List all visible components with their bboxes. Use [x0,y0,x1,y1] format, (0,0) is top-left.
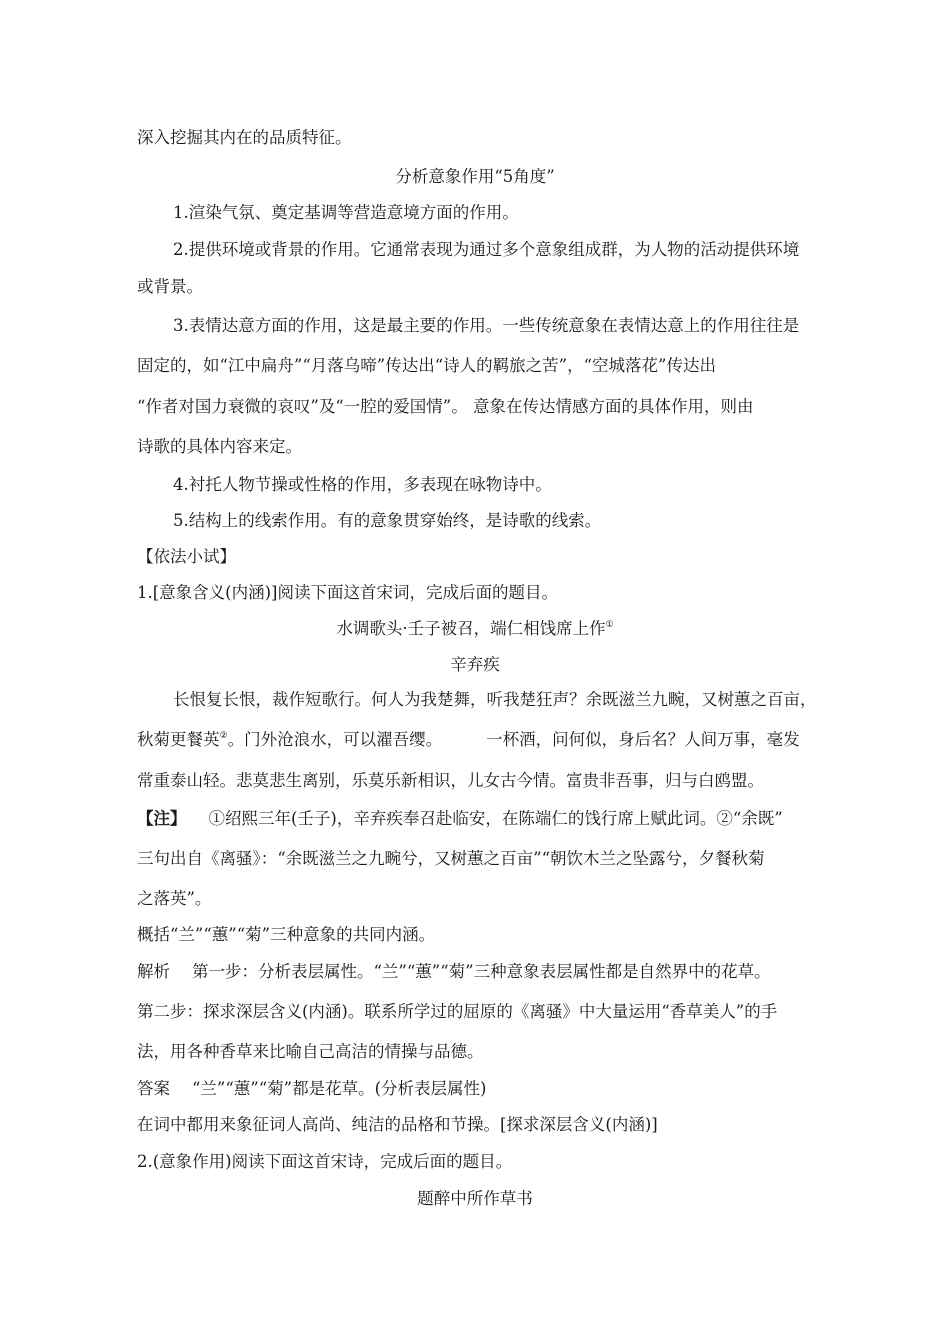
question-1-text: 概括“兰”“蕙”“菊”三种意象的共同内涵。 [137,925,436,944]
note-line-1 [137,808,783,830]
answer-text: “兰”“蕙”“菊”都是花草。(分析表层属性) [192,1079,487,1098]
point-2-line-1: 2.提供环境或背景的作用。它通常表现为通过多个意象组成群，为人物的活动提供环境 [173,240,800,259]
question-2-prompt: 2.(意象作用)阅读下面这首宋诗，完成后面的题目。 [137,1152,513,1171]
analysis-step-1: 第一步：分析表层属性。“兰”“蕙”“菊”三种意象表层属性都是自然界中的花草。 [192,962,771,981]
point-3-line-3: “作者对国力衰微的哀叹”及“一腔的爱国情”。 意象在传达情感方面的具体作用，则由 [137,397,754,416]
note-text: ①绍熙三年(壬子)，辛弃疾奉召赴临安，在陈端仁的饯行席上赋此词。②“余既” [208,809,783,828]
poet-name: 辛弃疾 [450,655,500,674]
poem-line-2 [137,729,800,751]
poem-title-text: 水调歌头·壬子被召，端仁相饯席上作 [336,619,606,638]
note-line-3: 之落英”。 [137,889,212,908]
analysis-line-1 [137,961,771,983]
section-title: 分析意象作用“5角度” [395,167,555,186]
point-3-line-1: 3.表情达意方面的作用，这是最主要的作用。一些传统意象在表情达意上的作用往往是 [173,316,800,335]
answer-label: 答案 [137,1079,170,1098]
point-5: 5.结构上的线索作用。有的意象贯穿始终，是诗歌的线索。 [173,511,602,530]
point-4: 4.衬托人物节操或性格的作用，多表现在咏物诗中。 [173,475,552,494]
point-3-line-2: 固定的，如“江中扁舟”“月落乌啼”传达出“诗人的羁旅之苦”，“空城落花”传达出 [137,356,716,375]
practice-heading: 【依法小试】 [137,547,236,566]
poem-line-2-part-a: 秋菊更餐英 [137,730,220,749]
question-2-poem-title: 题醉中所作草书 [417,1189,533,1208]
note-line-2: 三句出自《离骚》：“余既滋兰之九畹兮，又树蕙之百亩”“朝饮木兰之坠露兮，夕餐秋菊 [137,849,765,868]
note-label: 【注】 [137,809,187,828]
poem-title [0,618,950,640]
analysis-label: 解析 [137,962,170,981]
poem-line-3: 常重泰山轻。悲莫悲生离别，乐莫乐新相识，儿女古今情。富贵非吾事，归与白鸥盟。 [137,771,764,790]
answer-line-2: 在词中都用来象征词人高尚、纯洁的品格和节操。[探求深层含义(内涵)] [137,1115,658,1134]
answer-line-1 [137,1078,487,1100]
analysis-line-3: 法，用各种香草来比喻自己高洁的情操与品德。 [137,1042,484,1061]
point-3-line-4: 诗歌的具体内容来定。 [137,437,302,456]
poem-title-note-mark: ① [605,620,614,630]
poem-line-1: 长恨复长恨，裁作短歌行。何人为我楚舞，听我楚狂声？余既滋兰九畹，又树蕙之百亩， [173,690,817,709]
point-1: 1.渲染气氛、奠定基调等营造意境方面的作用。 [173,203,519,222]
intro-line: 深入挖掘其内在的品质特征。 [137,128,352,147]
poem-line-2-note-mark: ② [219,731,228,741]
analysis-line-2: 第二步：探求深层含义(内涵)。联系所学过的屈原的《离骚》中大量运用“香草美人”的手 [137,1002,778,1021]
poem-line-2-part-b: 。门外沧浪水，可以濯吾缨。 [227,730,443,749]
poem-line-2-part-c: 一杯酒，问何似，身后名？人间万事，毫发 [486,730,800,749]
question-1-prompt: 1.[意象含义(内涵)]阅读下面这首宋词，完成后面的题目。 [137,583,558,602]
point-2-line-2: 或背景。 [137,277,203,296]
